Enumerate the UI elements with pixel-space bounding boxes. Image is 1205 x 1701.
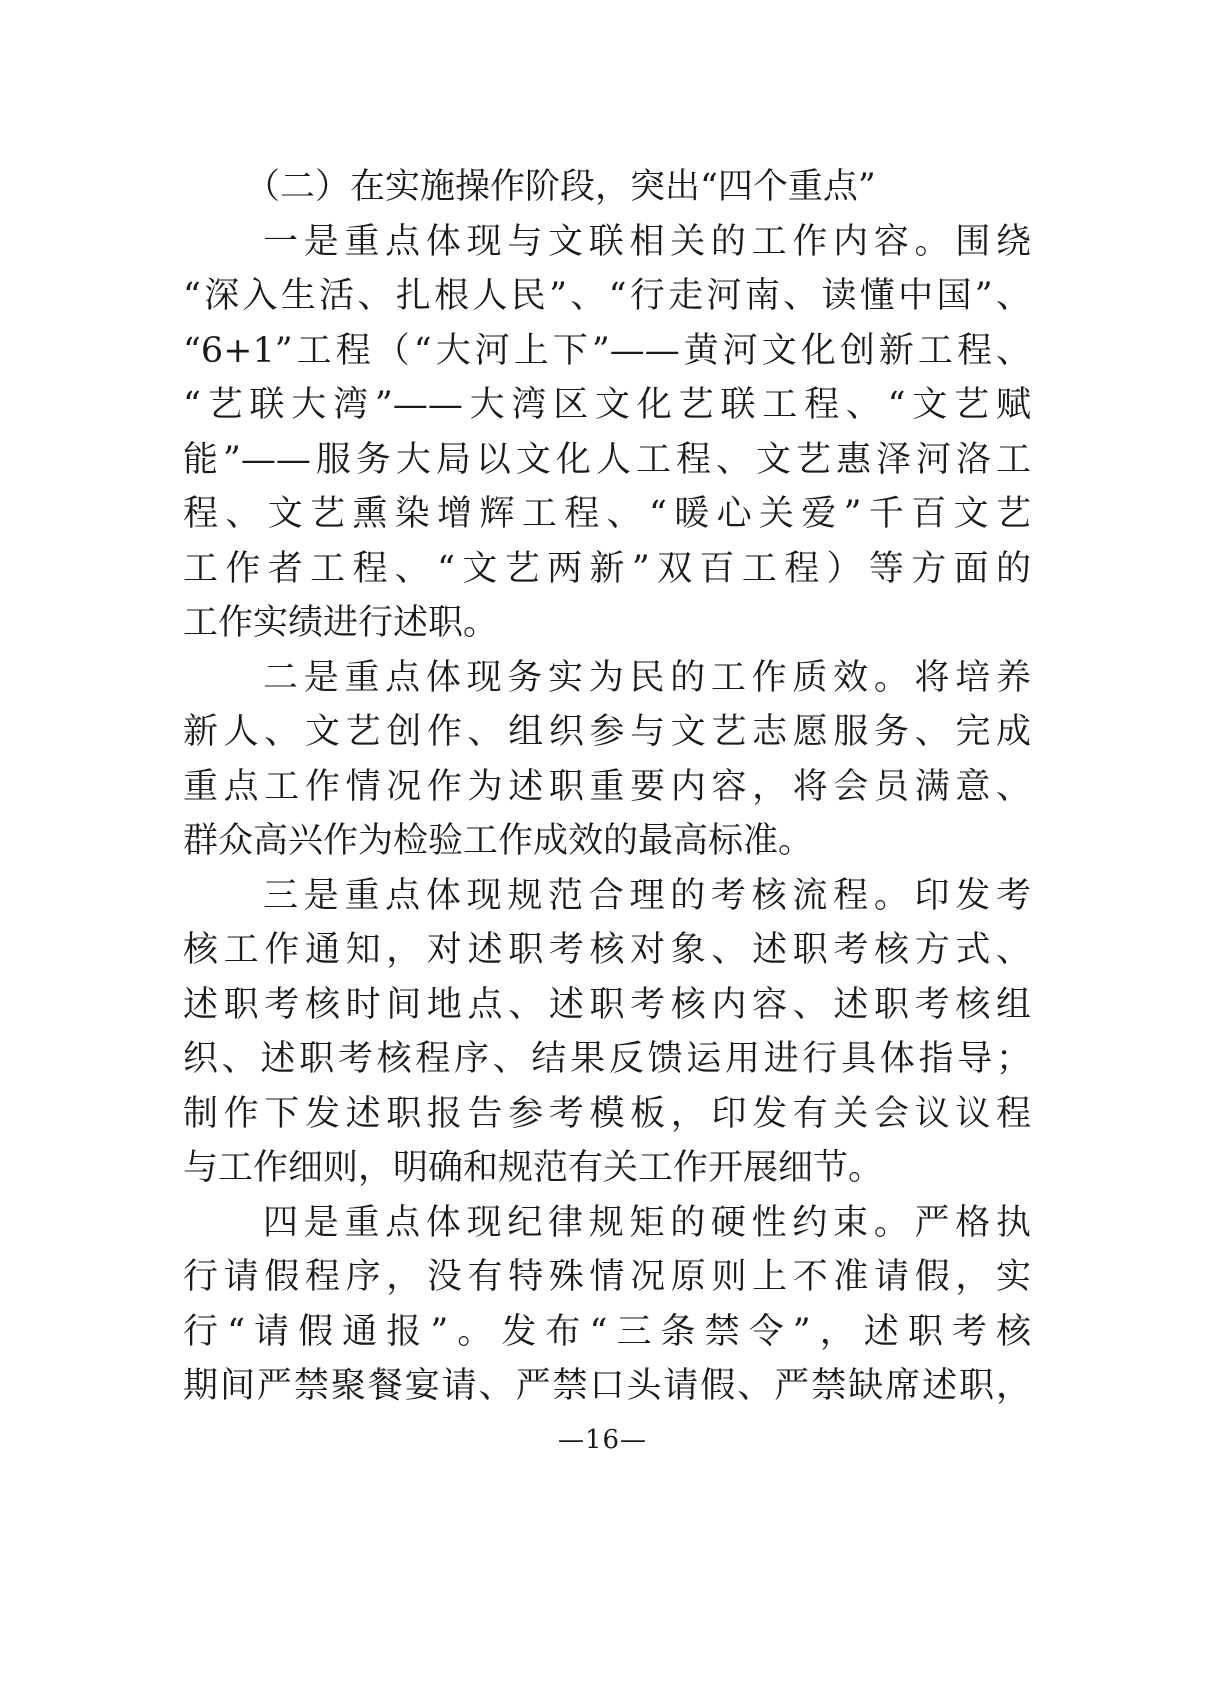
paragraph-line: 工作者工程、“文艺两新”双百工程）等方面的 xyxy=(183,548,1031,589)
paragraph-line: 程、文艺熏染增辉工程、“暖心关爱”千百文艺 xyxy=(183,494,1031,534)
paragraph-line: “6+1”工程（“大河上下”——黄河文化创新工程、 xyxy=(183,330,1031,371)
paragraph xyxy=(183,1196,1031,1414)
paragraph-line: 群众高兴作为检验工作成效的最高标准。 xyxy=(183,821,814,861)
paragraph-line: 织、述职考核程序、结果反馈运用进行具体指导； xyxy=(183,1039,1031,1079)
page-number: —16— xyxy=(557,1425,648,1455)
paragraph xyxy=(183,651,1031,869)
paragraph-line: 与工作细则，明确和规范有关工作开展细节。 xyxy=(183,1148,884,1188)
section-heading: （二）在实施操作阶段，突出“四个重点” xyxy=(245,167,876,207)
paragraph-line: 核工作通知，对述职考核对象、述职考核方式、 xyxy=(183,930,1031,970)
paragraph xyxy=(183,869,1031,1196)
document-body xyxy=(183,215,1031,1414)
paragraph-line: 重点工作情况作为述职重要内容，将会员满意、 xyxy=(183,766,1031,807)
paragraph-line: “艺联大湾”——大湾区文化艺联工程、“文艺赋 xyxy=(183,385,1031,425)
paragraph-line: “深入生活、扎根人民”、“行走河南、读懂中国”、 xyxy=(183,276,1031,316)
paragraph-line: 行请假程序，没有特殊情况原则上不准请假，实 xyxy=(183,1257,1031,1297)
paragraph-line: 制作下发述职报告参考模板，印发有关会议议程 xyxy=(183,1093,1031,1134)
paragraph-line: 四是重点体现纪律规矩的硬性约束。严格执 xyxy=(263,1202,1031,1243)
document-page xyxy=(183,160,1031,1414)
paragraph-line: 三是重点体现规范合理的考核流程。印发考 xyxy=(263,875,1031,916)
paragraph-line: 工作实绩进行述职。 xyxy=(183,603,499,643)
paragraph-line: 一是重点体现与文联相关的工作内容。围绕 xyxy=(263,221,1031,262)
paragraph xyxy=(183,215,1031,651)
paragraph-line: 行“请假通报”。发布“三条禁令”，述职考核 xyxy=(183,1311,1031,1352)
paragraph-line: 新人、文艺创作、组织参与文艺志愿服务、完成 xyxy=(183,712,1031,752)
paragraph-line: 期间严禁聚餐宴请、严禁口头请假、严禁缺席述职， xyxy=(183,1366,1031,1406)
paragraph-line: 述职考核时间地点、述职考核内容、述职考核组 xyxy=(183,984,1031,1025)
paragraph-line: 二是重点体现务实为民的工作质效。将培养 xyxy=(263,657,1031,698)
paragraph-line: 能”——服务大局以文化人工程、文艺惠泽河洛工 xyxy=(183,439,1031,480)
